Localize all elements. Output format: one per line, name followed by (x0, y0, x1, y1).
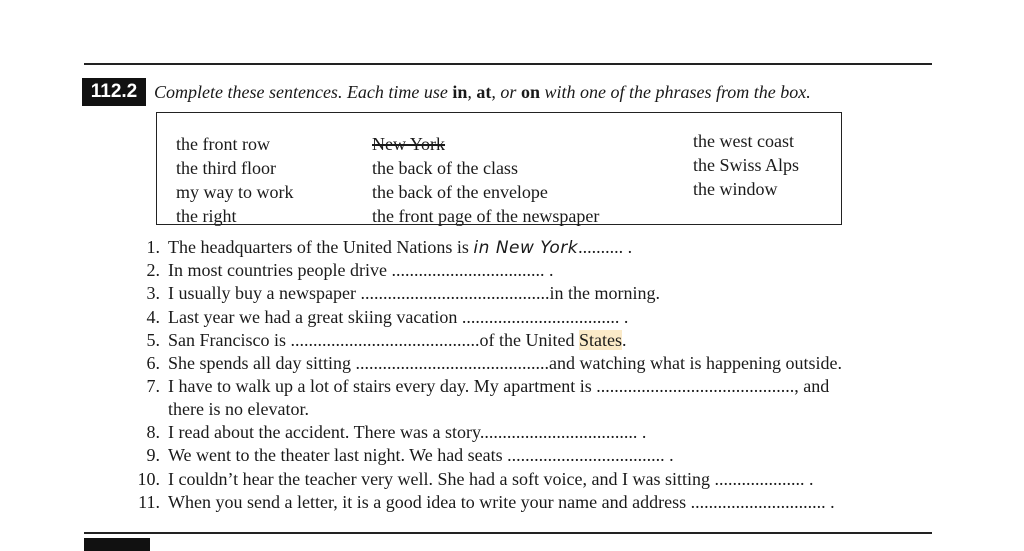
sentence-8 (126, 421, 956, 444)
phrase-column-3 (693, 129, 799, 201)
sentence-after: . (825, 491, 835, 512)
sentence-text (168, 259, 553, 282)
sentence-before: I have to walk up a lot of stairs every day. My apartment is (168, 376, 597, 397)
phrase: the front page of the newspaper (372, 206, 600, 226)
sentence-before: San Francisco is (168, 329, 291, 350)
sentence-1 (126, 236, 956, 259)
sentence-before: In most countries people drive (168, 260, 392, 281)
sentence-11 (126, 491, 956, 514)
sentence-before: Last year we had a great skiing vacation (168, 306, 462, 327)
sentence-list (126, 236, 956, 514)
sentence-text (168, 352, 842, 375)
phrase: the back of the envelope (372, 182, 548, 202)
sentence-text (168, 421, 646, 444)
sentence-after: in the morning. (549, 283, 660, 304)
sentence-before: The headquarters of the United Nations is (168, 237, 474, 257)
answer-blank[interactable]: ................................... (479, 422, 638, 443)
answer-blank[interactable]: .......................................... (360, 283, 550, 304)
phrase-column-1 (176, 132, 293, 228)
sentence-text (168, 468, 814, 491)
sentence-after: . (637, 422, 647, 443)
sentence-7 (126, 375, 956, 421)
sentence-number: 8. (146, 422, 160, 443)
sentence-5 (126, 329, 956, 352)
sentence-after: . (619, 306, 629, 327)
phrase: the west coast (693, 131, 794, 151)
sentence-number: 2. (146, 260, 160, 281)
answer-blank[interactable]: ................................... (507, 445, 665, 466)
handwritten-answer: in New York (473, 238, 579, 258)
exercise-number: 112.2 (82, 78, 146, 106)
sentence-text (168, 375, 829, 398)
bottom-rule (84, 532, 932, 534)
sentence-number: 11. (138, 491, 160, 512)
instruction-text-2: , (467, 82, 477, 102)
phrase: the back of the class (372, 158, 518, 178)
instruction-at: at (476, 82, 492, 102)
sentence-number: 6. (146, 352, 160, 373)
answer-blank[interactable]: .......................................... (290, 329, 480, 350)
answer-blank[interactable]: ................................... (461, 306, 620, 327)
instruction-text-1: Complete these sentences. Each time use (154, 82, 453, 102)
phrase: my way to work (176, 182, 294, 202)
sentence-before: She spends all day sitting (168, 352, 356, 373)
sentence-before: We went to the theater last night. We had seats (168, 445, 508, 466)
sentence-before: I usually buy a newspaper (168, 283, 361, 304)
instruction-text-3: , or (491, 82, 521, 102)
sentence-text (168, 329, 626, 352)
exercise-instruction (154, 78, 811, 106)
sentence-text (168, 236, 632, 260)
sentence-after: . (664, 445, 674, 466)
answer-blank[interactable]: .............................. (690, 491, 826, 512)
sentence-after: , and (794, 376, 830, 397)
sentence-after: . (544, 260, 554, 281)
sentence-2 (126, 259, 956, 282)
sentence-text (168, 306, 628, 329)
sentence-number: 5. (146, 329, 160, 350)
struck-phrase: New York (372, 134, 446, 154)
sentence-after: of the United (479, 329, 579, 350)
answer-blank[interactable]: .................................. (391, 260, 545, 281)
phrase: the window (693, 179, 778, 199)
top-rule (84, 63, 932, 65)
phrase-struck-out (372, 132, 599, 156)
sentence-after: and watching what is happening outside. (549, 352, 842, 373)
phrase: the front row (176, 134, 270, 154)
sentence-text (168, 282, 660, 305)
sentence-number: 9. (146, 445, 160, 466)
answer-blank[interactable]: ........................................... (355, 352, 549, 373)
sentence-number: 7. (146, 376, 160, 397)
sentence-before: I couldn’t hear the teacher very well. She had a soft voice, and I was sitting (168, 468, 715, 489)
sentence-before: I read about the accident. There was a story (168, 422, 480, 443)
sentence-continuation: there is no elevator. (168, 399, 309, 420)
sentence-text (168, 444, 674, 467)
sentence-10 (126, 468, 956, 491)
sentence-text (168, 491, 835, 514)
next-exercise-number-block (84, 538, 150, 551)
sentence-end: . (621, 329, 627, 350)
phrase: the right (176, 206, 237, 226)
sentence-after: . (804, 468, 814, 489)
phrase: the Swiss Alps (693, 155, 800, 175)
answer-blank[interactable]: ............................................ (596, 376, 795, 397)
sentence-9 (126, 444, 956, 467)
instruction-on: on (520, 82, 540, 102)
answer-blank-trail: .......... (578, 237, 624, 257)
sentence-after: . (623, 237, 633, 257)
answer-blank[interactable]: .................... (714, 468, 805, 489)
phrase-box (156, 112, 842, 225)
sentence-4 (126, 306, 956, 329)
sentence-number: 1. (146, 237, 160, 257)
instruction-text-4: with one of the phrases from the box. (539, 82, 811, 102)
phrase: the third floor (176, 158, 276, 178)
highlighted-word: States (578, 329, 622, 350)
sentence-number: 10. (137, 468, 160, 489)
sentence-number: 4. (146, 306, 160, 327)
instruction-in: in (452, 82, 468, 102)
sentence-3 (126, 282, 956, 305)
phrase-column-2 (372, 132, 599, 228)
sentence-before: When you send a letter, it is a good idea to write your name and address (168, 491, 691, 512)
sentence-6 (126, 352, 956, 375)
sentence-number: 3. (146, 283, 160, 304)
